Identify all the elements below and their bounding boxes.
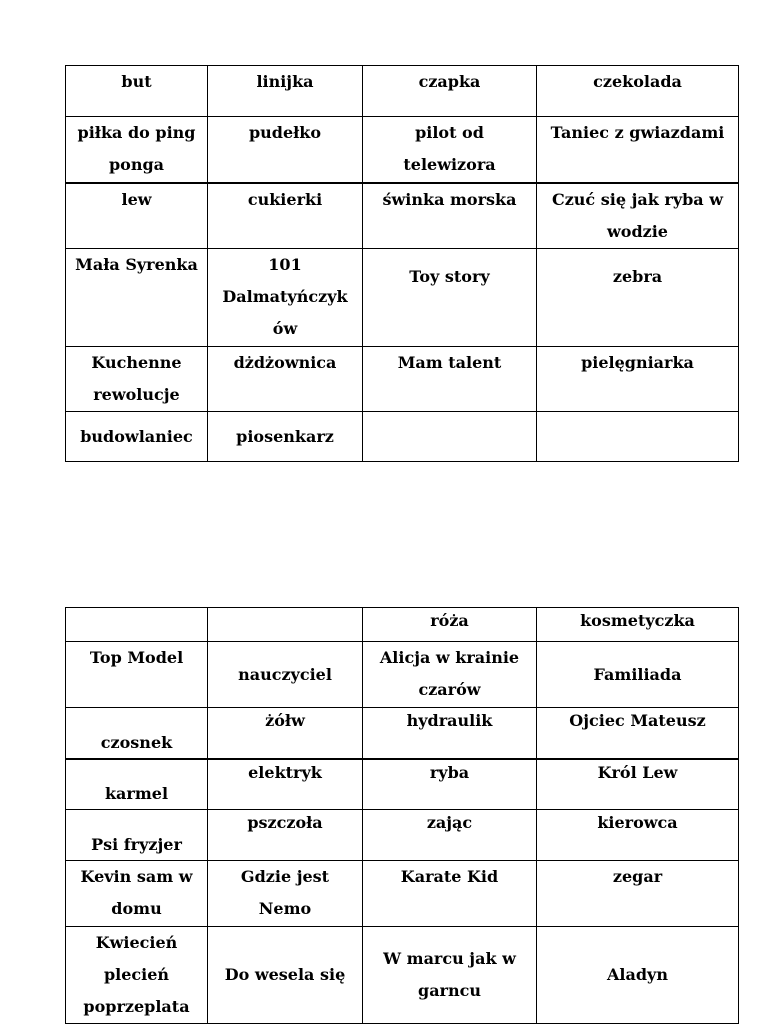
table-row <box>66 66 739 117</box>
table-row <box>66 861 739 927</box>
table-row <box>66 412 739 462</box>
table-cell: Familiada <box>537 642 739 708</box>
table-cell <box>66 608 208 642</box>
table-cell: elektryk <box>208 759 363 810</box>
table-cell: róża <box>363 608 537 642</box>
table-cell: lew <box>66 183 208 249</box>
table-cell: Psi fryzjer <box>66 810 208 861</box>
table-cell: Mała Syrenka <box>66 249 208 347</box>
table-cell: piłka do ping ponga <box>66 117 208 183</box>
table-cell: zebra <box>537 249 739 347</box>
table-cell: cukierki <box>208 183 363 249</box>
table-cell: Kwiecień plecień poprzeplata <box>66 927 208 1024</box>
table-cell: dżdżownica <box>208 347 363 412</box>
table-cell: karmel <box>66 759 208 810</box>
table-cell: nauczyciel <box>208 642 363 708</box>
table-cell: pilot od telewizora <box>363 117 537 183</box>
table-cell: Aladyn <box>537 927 739 1024</box>
table-cell: Czuć się jak ryba w wodzie <box>537 183 739 249</box>
table-row <box>66 759 739 810</box>
table-cell: hydraulik <box>363 708 537 759</box>
table-row <box>66 810 739 861</box>
table-row <box>66 347 739 412</box>
table-cell: W marcu jak w garncu <box>363 927 537 1024</box>
table-row <box>66 642 739 708</box>
table-cell: Kuchenne rewolucje <box>66 347 208 412</box>
table-cell: Toy story <box>363 249 537 347</box>
table-cell: Karate Kid <box>363 861 537 927</box>
table-cell: zając <box>363 810 537 861</box>
table-row <box>66 117 739 183</box>
table-cell: czosnek <box>66 708 208 759</box>
table-cell: but <box>66 66 208 117</box>
words-table-2 <box>65 607 739 1024</box>
table-cell: Kevin sam w domu <box>66 861 208 927</box>
table-cell: pszczoła <box>208 810 363 861</box>
table-row <box>66 608 739 642</box>
table-cell: Top Model <box>66 642 208 708</box>
table-cell: Mam talent <box>363 347 537 412</box>
table-cell: Król Lew <box>537 759 739 810</box>
table-cell: czekolada <box>537 66 739 117</box>
table-cell: Ojciec Mateusz <box>537 708 739 759</box>
table-cell: ryba <box>363 759 537 810</box>
table-row <box>66 249 739 347</box>
table-cell: piosenkarz <box>208 412 363 462</box>
table-cell: pielęgniarka <box>537 347 739 412</box>
table-cell: czapka <box>363 66 537 117</box>
table-cell: żółw <box>208 708 363 759</box>
table-cell: Gdzie jest Nemo <box>208 861 363 927</box>
table-cell: kierowca <box>537 810 739 861</box>
table-row <box>66 927 739 1024</box>
table-cell: Alicja w krainie czarów <box>363 642 537 708</box>
table-cell: świnka morska <box>363 183 537 249</box>
table-cell: kosmetyczka <box>537 608 739 642</box>
words-table-1 <box>65 65 739 462</box>
table-cell: 101 Dalmatyńczyk ów <box>208 249 363 347</box>
table-cell <box>208 608 363 642</box>
table-cell: linijka <box>208 66 363 117</box>
table-cell <box>537 412 739 462</box>
table-row <box>66 183 739 249</box>
table-cell: pudełko <box>208 117 363 183</box>
table-cell: Taniec z gwiazdami <box>537 117 739 183</box>
table-row <box>66 708 739 759</box>
table-cell: budowlaniec <box>66 412 208 462</box>
table-cell: Do wesela się <box>208 927 363 1024</box>
table-cell <box>363 412 537 462</box>
table-cell: zegar <box>537 861 739 927</box>
